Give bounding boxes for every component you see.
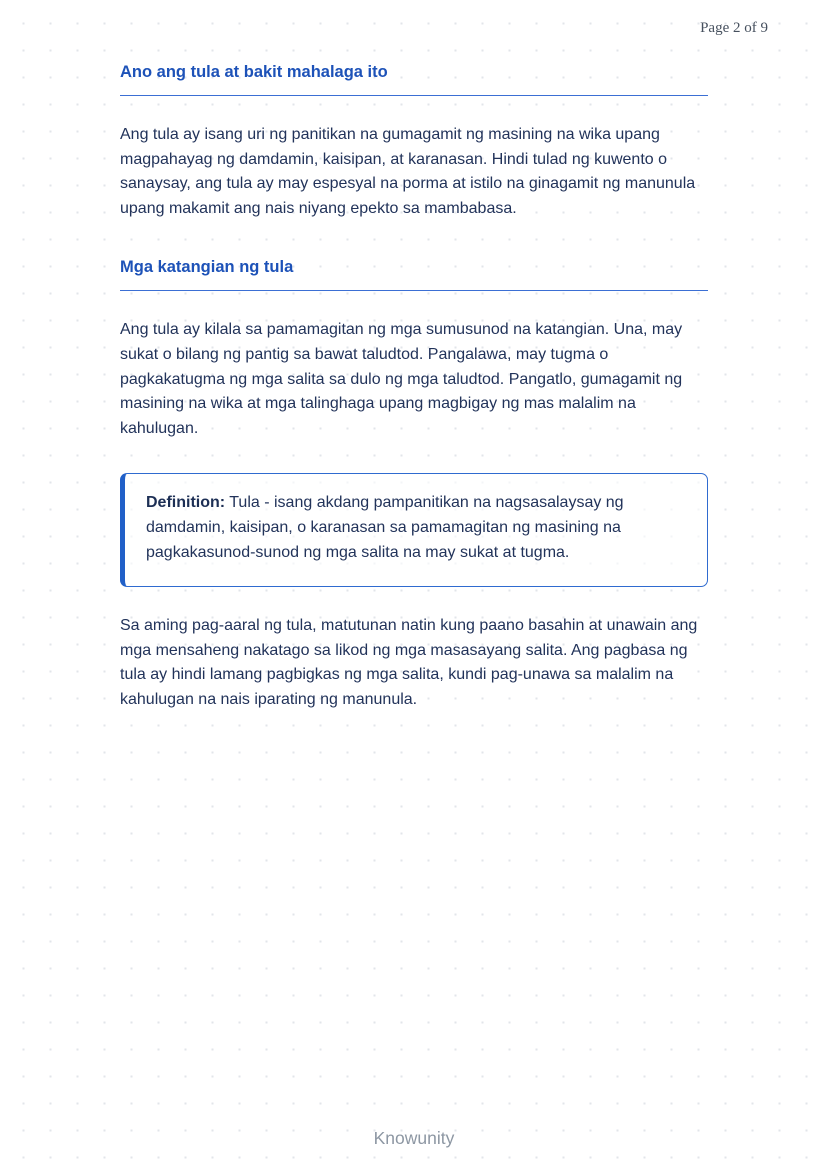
definition-label: Definition: — [146, 494, 226, 512]
section2-paragraph: Ang tula ay kilala sa pamamagitan ng mga sumusunod na katangian. Una, may sukat o bilang ng pantig sa bawat taludtod. Pangalawa, may tugma o pagkakatugma ng mga salita sa dulo ng mga taludtod. Pangatlo, gumagamit ng masining na wika at mga talinghaga upang magbigay ng mas malalim na kahulugan. — [120, 321, 683, 437]
page-indicator: Page 2 of 9 — [700, 20, 768, 36]
closing-paragraph: Sa aming pag-aaral ng tula, matutunan natin kung paano basahin at unawain ang mga mensaheng nakatago sa likod ng mga masasayang salita. Ang pagbasa ng tula ay hindi lamang pagbigkas ng mga salita, kundi pag-unawa sa malalim na kahulugan na nais iparating ng manunula. — [120, 617, 698, 708]
definition-paragraph — [146, 491, 685, 565]
section-heading-mga-katangian: Mga katangian ng tula — [120, 257, 708, 291]
definition-box — [120, 473, 708, 587]
document-content — [120, 62, 708, 713]
section-heading-ano-ang-tula: Ano ang tula at bakit mahalaga ito — [120, 62, 708, 96]
footer-brand: Knowunity — [373, 1128, 455, 1148]
definition-text: Tula - isang akdang pampanitikan na nagsasalaysay ng damdamin, kaisipan, o karanasan sa pamamagitan ng masining na pagkakasunod-sunod ng mga salita na may sukat at tugma. — [146, 494, 624, 561]
section1-paragraph: Ang tula ay isang uri ng panitikan na gumagamit ng masining na wika upang magpahayag ng damdamin, kaisipan, at karanasan. Hindi tulad ng kuwento o sanaysay, ang tula ay may espesyal na porma at istilo na ginagamit ng manunula upang makamit ang nais niyang epekto sa mambabasa. — [120, 126, 696, 217]
